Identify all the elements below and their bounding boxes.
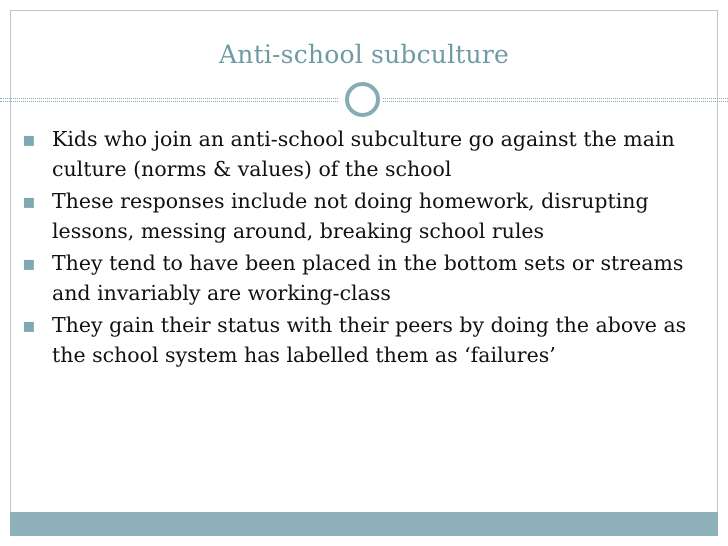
bullet-icon: ▪ [22, 189, 36, 213]
bullet-item [22, 186, 702, 246]
bullet-text: These responses include not doing homework, disrupting lessons, messing around, breaking school rules [52, 189, 649, 243]
bullet-item [22, 248, 702, 308]
bullet-item [22, 310, 702, 370]
bullet-item [22, 124, 702, 184]
bullet-icon: ▪ [22, 251, 36, 275]
bullet-text: Kids who join an anti-school subculture go against the main culture (norms & values) of the school [52, 127, 675, 181]
bullet-text: They tend to have been placed in the bottom sets or streams and invariably are working-class [52, 251, 684, 305]
bullet-icon: ▪ [22, 313, 36, 337]
bullet-icon: ▪ [22, 127, 36, 151]
circle-ornament-icon [345, 82, 380, 117]
footer-bar [10, 512, 718, 536]
slide-title: Anti-school subculture [219, 40, 509, 69]
bullet-list [22, 124, 702, 372]
bullet-text: They gain their status with their peers by doing the above as the school system has labelled them as ‘failures’ [52, 313, 687, 367]
